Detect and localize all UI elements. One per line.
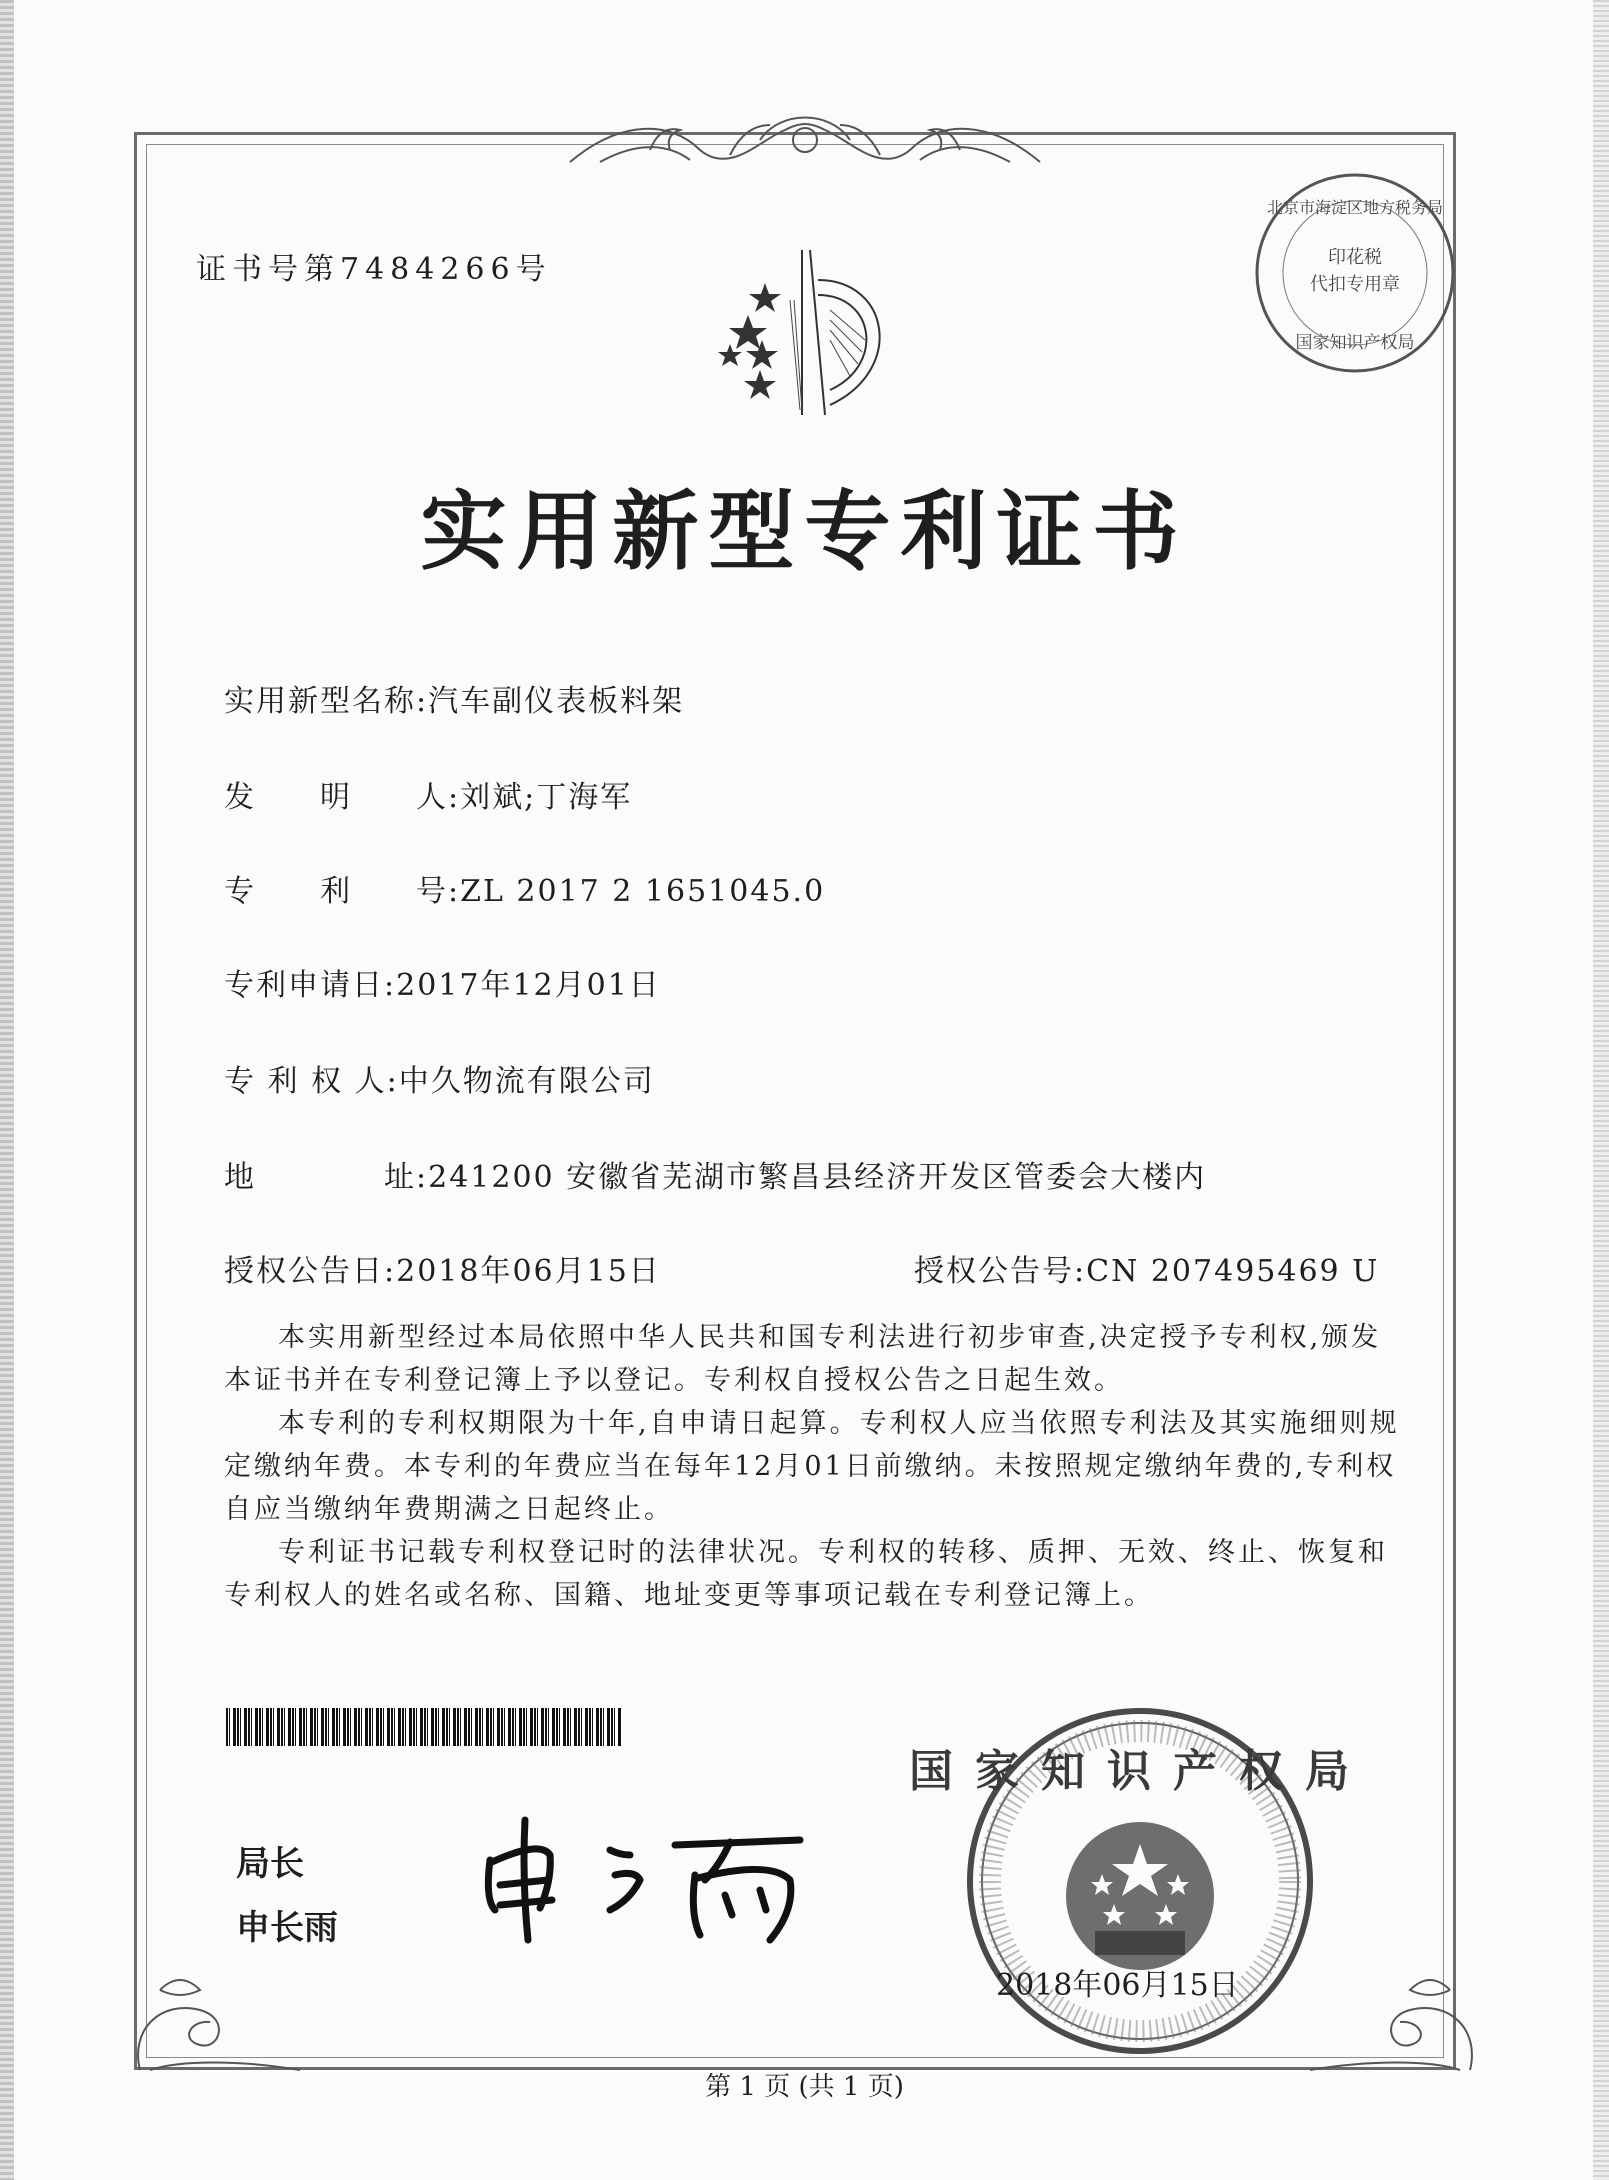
field-label: 专 利 号: xyxy=(224,874,461,909)
certificate-number: 证书号第7484266号 xyxy=(196,252,552,287)
field-label: 专 利 权 人: xyxy=(224,1064,399,1099)
barcode xyxy=(226,1708,622,1746)
director-name: 申长雨 xyxy=(236,1908,338,1948)
bottom-right-ornament xyxy=(1290,1960,1490,2080)
patent-office-emblem-icon xyxy=(690,240,930,430)
scan-edge-left xyxy=(0,0,14,2180)
field-inventor xyxy=(224,772,632,816)
field-patent-number xyxy=(224,866,825,910)
stamp-inner-line2: 代扣专用章 xyxy=(1310,274,1400,295)
field-grant-date xyxy=(224,1246,661,1290)
paragraph-term: 本专利的专利权期限为十年,自申请日起算。专利权人应当依照专利法及其实施细则规定缴纳年费。本专利的年费应当在每年12月01日前缴纳。未按照规定缴纳年费的,专利权自应当缴纳年费期满之日起终止。 xyxy=(224,1408,1400,1525)
field-label: 发 明 人: xyxy=(224,780,461,815)
bottom-left-ornament xyxy=(120,1960,320,2080)
certificate-title: 实用新型专利证书 xyxy=(420,482,1189,582)
stamp-bottom-text: 国家知识产权局 xyxy=(1295,333,1415,353)
field-label: 授权公告号: xyxy=(914,1254,1087,1289)
field-label: 实用新型名称: xyxy=(224,684,429,719)
field-value: 汽车副仪表板料架 xyxy=(428,684,685,719)
certificate-body xyxy=(224,1316,1404,1617)
page-number: 第 1 页 (共 1 页) xyxy=(705,2072,904,2102)
field-address xyxy=(224,1152,1206,1196)
stamp-duty-seal xyxy=(1250,168,1460,378)
stamp-inner-line1: 印花税 xyxy=(1328,247,1382,268)
field-grant-number xyxy=(914,1246,1379,1290)
field-label: 授权公告日: xyxy=(224,1254,397,1289)
stamp-outer-text: 北京市海淀区地方税务局 xyxy=(1266,198,1444,217)
paragraph-grant: 本实用新型经过本局依照中华人民共和国专利法进行初步审查,决定授予专利权,颁发本证书并在专利登记簿上予以登记。专利权自授权公告之日起生效。 xyxy=(224,1322,1382,1396)
seal-text: 国家知识产权局 xyxy=(909,1746,1371,1797)
field-value: CN 207495469 U xyxy=(1086,1254,1380,1289)
director-title: 局长 xyxy=(236,1844,304,1884)
top-ornament xyxy=(560,100,1050,180)
seal-date: 2018年06月15日 xyxy=(996,1968,1239,2003)
paragraph-legal-status: 专利证书记载专利权登记时的法律状况。专利权的转移、质押、无效、终止、恢复和专利权人的姓名或名称、国籍、地址变更等事项记载在专利登记簿上。 xyxy=(224,1537,1388,1611)
field-value: 241200 安徽省芜湖市繁昌县经济开发区管委会大楼内 xyxy=(428,1160,1207,1195)
field-filing-date xyxy=(224,960,661,1004)
field-utility-model-name xyxy=(224,676,684,720)
field-patentee xyxy=(224,1056,655,1100)
field-value: 2017年12月01日 xyxy=(396,968,661,1003)
field-value: 刘斌;丁海军 xyxy=(460,780,633,815)
director-signature xyxy=(470,1800,830,1950)
field-value: ZL 2017 2 1651045.0 xyxy=(460,874,826,909)
field-value: 中久物流有限公司 xyxy=(398,1064,655,1099)
field-label: 专利申请日: xyxy=(224,968,397,1003)
scan-edge-right xyxy=(1593,0,1609,2180)
field-value: 2018年06月15日 xyxy=(396,1254,661,1289)
field-label: 地 址: xyxy=(224,1160,429,1195)
